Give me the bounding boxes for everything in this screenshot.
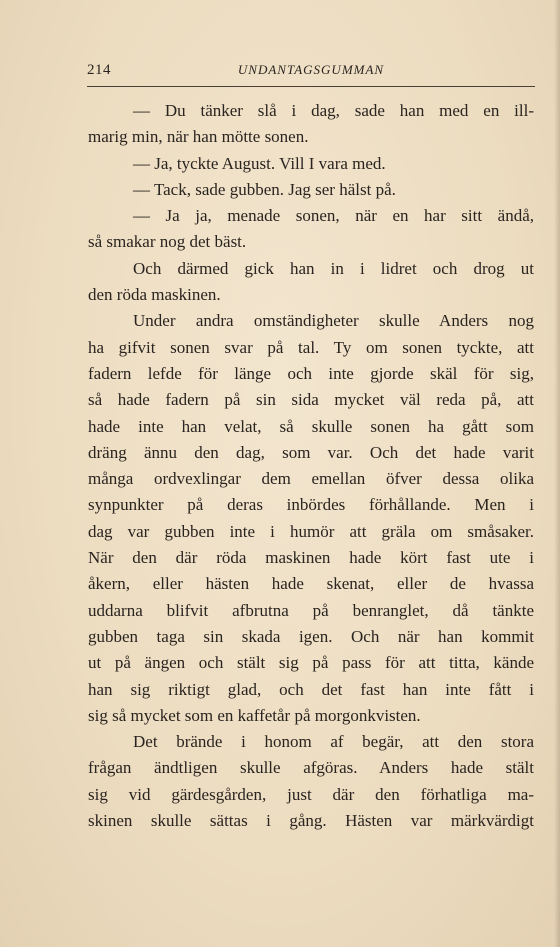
- text-line: dräng ännu den dag, som var. Och det hade varit: [88, 442, 534, 462]
- text-line: han sig riktigt glad, och det fast han inte fått i: [88, 679, 534, 699]
- text-line: den röda maskinen.: [88, 285, 221, 305]
- running-title: UNDANTAGSGUMMAN: [237, 62, 385, 77]
- text-line: hade inte han velat, så skulle sonen ha gått som: [88, 416, 534, 436]
- page-edge: [554, 0, 560, 947]
- text-line: — Du tänker slå i dag, sade han med en ill-: [133, 101, 534, 120]
- text-line: dag var gubben inte i humör att gräla om småsaker.: [88, 521, 534, 541]
- text-line: marig min, när han mötte sonen.: [88, 127, 309, 147]
- text-line: ut på ängen och stält sig på pass för att titta, kände: [88, 653, 534, 673]
- text-line: — Tack, sade gubben. Jag ser hälst på.: [133, 179, 396, 199]
- text-line: åkern, eller hästen hade skenat, eller de hvassa: [88, 574, 534, 594]
- text-line: gubben taga sin skada igen. Och när han kommit: [88, 626, 534, 646]
- text-line: uddarna blifvit afbrutna på benranglet, då tänkte: [88, 600, 534, 620]
- text-line: — Ja, tyckte August. Vill I vara med.: [133, 153, 386, 173]
- text-line: fadern lefde för länge och inte gjorde skäl för sig,: [88, 363, 534, 383]
- header-rule: [87, 86, 535, 87]
- text-line: skinen skulle sättas i gång. Hästen var märkvärdigt: [88, 811, 534, 831]
- text-line: frågan ändtligen skulle afgöras. Anders hade stält: [88, 758, 534, 778]
- text-line: När den där röda maskinen hade kört fast ute i: [88, 548, 534, 568]
- text-line: så hade fadern på sin sida mycket väl reda på, att: [88, 390, 534, 410]
- text-line: Och därmed gick han in i lidret och drog ut: [133, 258, 534, 278]
- text-line: — Ja ja, menade sonen, när en har sitt ändå,: [133, 206, 534, 226]
- text-line: många ordvexlingar dem emellan öfver dessa olika: [88, 469, 534, 489]
- text-line: Under andra omständigheter skulle Anders nog: [133, 311, 534, 331]
- page-header: [87, 62, 535, 84]
- body-text: [88, 98, 534, 834]
- text-line: sig så mycket som en kaffetår på morgonkvisten.: [88, 705, 421, 725]
- text-line: Det brände i honom af begär, att den stora: [133, 732, 534, 752]
- text-line: synpunkter på deras inbördes förhållande. Men i: [88, 495, 534, 515]
- page-number: 214: [87, 62, 111, 78]
- text-line: ha gifvit sonen svar på tal. Ty om sonen tyckte, att: [88, 337, 534, 357]
- text-line: sig vid gärdesgården, just där den förhatliga ma-: [88, 784, 534, 804]
- text-line: så smakar nog det bäst.: [88, 232, 247, 252]
